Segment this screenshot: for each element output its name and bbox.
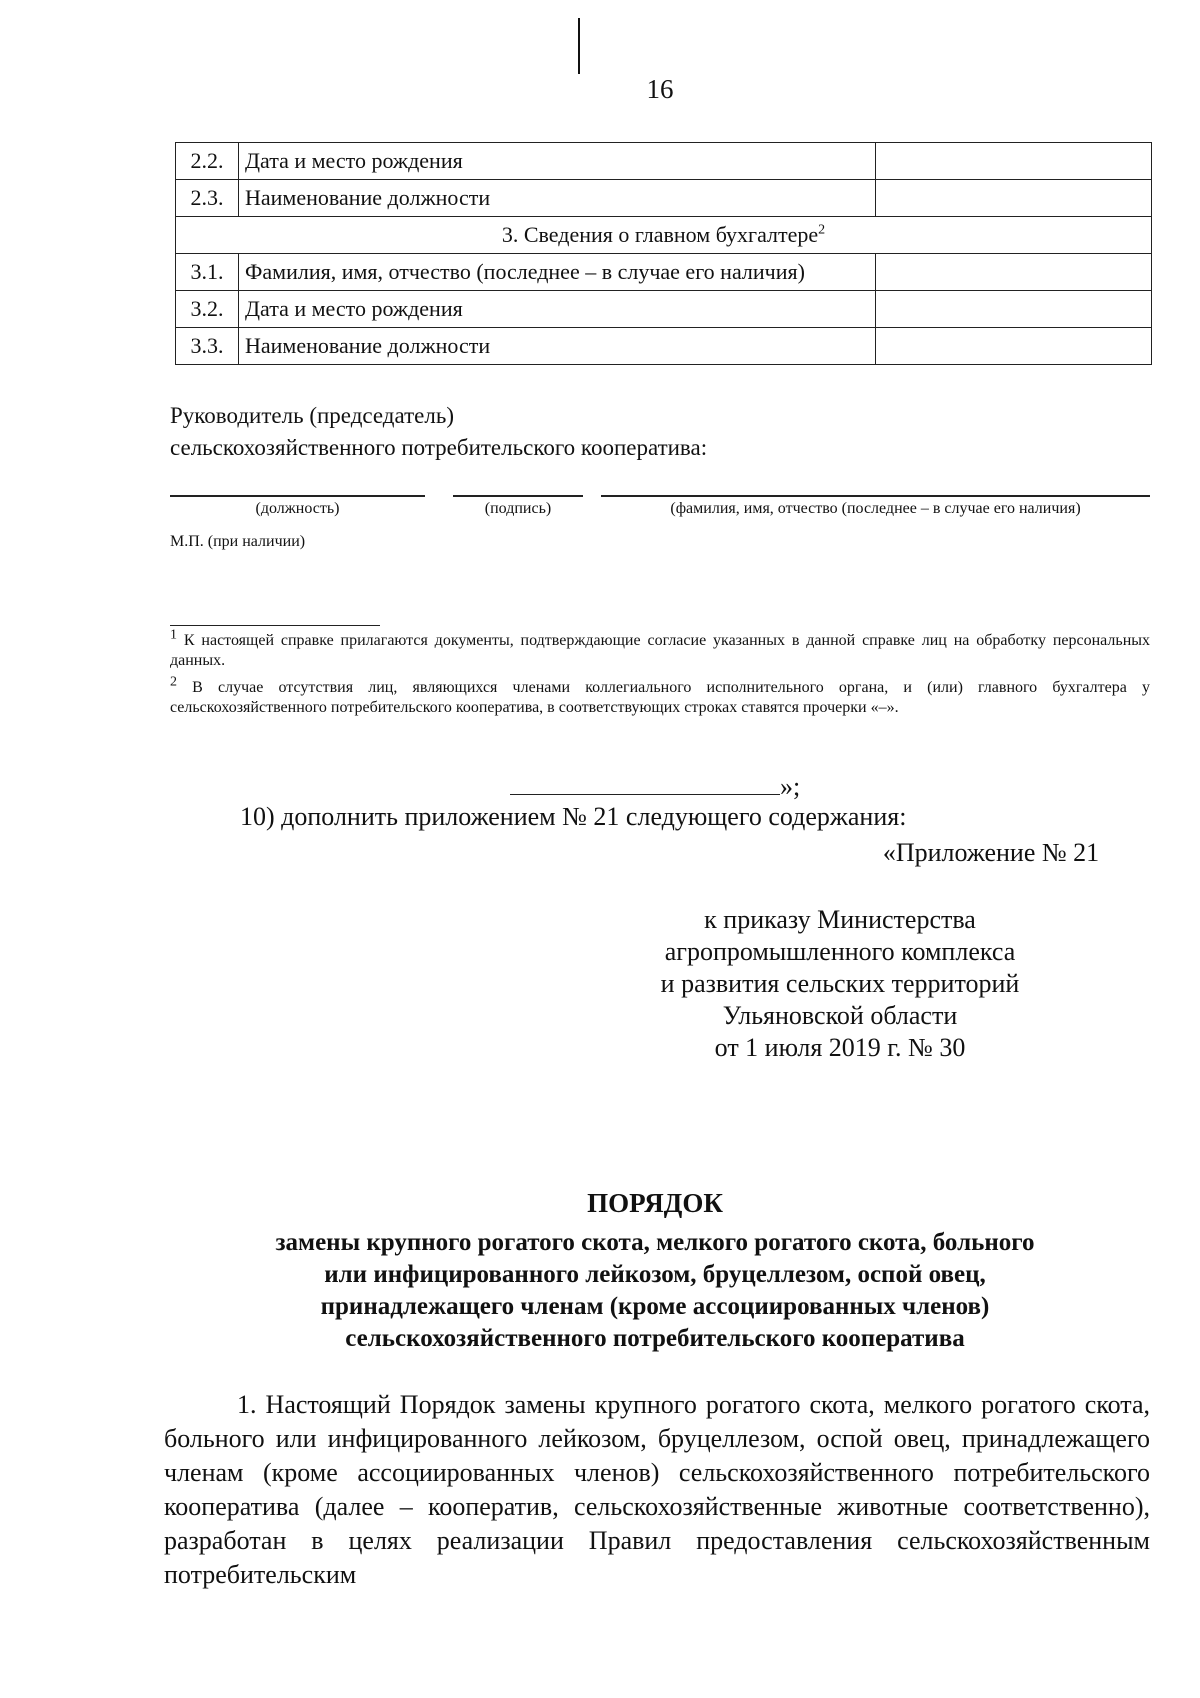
row-value <box>876 180 1152 217</box>
section-heading <box>176 217 1152 254</box>
appendix-line: агропромышленного комплекса <box>664 937 1016 966</box>
row-value <box>876 254 1152 291</box>
appendix-line: и развития сельских территорий <box>660 969 1020 998</box>
paragraph-1: 1. Настоящий Порядок замены крупного рогатого скота, мелкого рогатого скота, больного или инфицированного лейкозом, бруцеллезом, оспой овец, принадлежащего членам (кроме ассоциированных членов) сельскохозяйственного потребительского кооператива (далее – кооператив, сельскохозяйственные животные соответственно), разработан в целях реализации Правил предоставления сельскохозяйственным потребительским <box>164 1390 1150 1589</box>
footnote-ref: 2 <box>818 222 826 238</box>
footnote-2-text: В случае отсутствия лиц, являющихся членами коллегиального исполнительного органа, и (или) главного бухгалтера у сельскохозяйственного потребительского кооператива, в соответствующих строках ставятся прочерки «–». <box>170 679 1150 716</box>
signature-heading <box>170 400 707 464</box>
name-line <box>601 495 1150 497</box>
stamp-place: М.П. (при наличии) <box>170 533 306 550</box>
section-heading-text: 3. Сведения о главном бухгалтере <box>501 222 819 247</box>
signature-caption: (подпись) <box>484 500 552 517</box>
row-label: Фамилия, имя, отчество (последнее – в случае его наличия) <box>239 254 876 291</box>
document-subtitle <box>160 1227 1150 1355</box>
row-label: Дата и место рождения <box>239 143 876 180</box>
table-row <box>176 254 1152 291</box>
closing-mark <box>510 772 800 802</box>
appendix-line: от 1 июля 2019 г. № 30 <box>714 1033 966 1062</box>
footnote-1-mark: 1 <box>170 627 177 643</box>
subtitle-line: сельскохозяйственного потребительского кооператива <box>345 1325 965 1352</box>
row-value <box>876 328 1152 365</box>
document-title: ПОРЯДОК <box>587 1188 723 1218</box>
row-number: 2.3. <box>176 180 239 217</box>
subtitle-line: принадлежащего членам (кроме ассоциированных членов) <box>320 1293 990 1320</box>
appendix-line: к приказу Министерства <box>704 905 976 934</box>
footnote-2 <box>170 674 1150 718</box>
position-line <box>170 495 425 497</box>
footnote-1 <box>170 627 1150 671</box>
item-10: 10) дополнить приложением № 21 следующего содержания: <box>240 802 907 831</box>
signature-heading-line1: Руководитель (председатель) <box>170 403 454 428</box>
signature-heading-line2: сельскохозяйственного потребительского кооператива: <box>170 435 708 460</box>
name-caption: (фамилия, имя, отчество (последнее – в случае его наличия) <box>670 500 1081 517</box>
closing-quote: »; <box>780 772 801 801</box>
table-row <box>176 143 1152 180</box>
margin-line <box>578 18 580 74</box>
subtitle-line: или инфицированного лейкозом, бруцеллезом, оспой овец, <box>324 1261 986 1288</box>
row-number: 3.2. <box>176 291 239 328</box>
row-value <box>876 143 1152 180</box>
appendix-reference <box>0 904 1200 1064</box>
footnote-2-mark: 2 <box>170 674 177 690</box>
info-table <box>175 142 1152 365</box>
table-row <box>176 180 1152 217</box>
table-section-row <box>176 217 1152 254</box>
appendix-title: «Приложение № 21 <box>882 838 1100 867</box>
row-label: Наименование должности <box>239 180 876 217</box>
table-row <box>176 328 1152 365</box>
closing-blank-line <box>510 774 780 795</box>
row-number: 2.2. <box>176 143 239 180</box>
footnote-separator <box>170 625 380 626</box>
row-value <box>876 291 1152 328</box>
row-number: 3.1. <box>176 254 239 291</box>
signature-line <box>453 495 583 497</box>
row-label: Дата и место рождения <box>239 291 876 328</box>
table-row <box>176 291 1152 328</box>
appendix-line: Ульяновской области <box>722 1001 958 1030</box>
row-label: Наименование должности <box>239 328 876 365</box>
position-caption: (должность) <box>255 500 340 517</box>
subtitle-line: замены крупного рогатого скота, мелкого рогатого скота, больного <box>275 1229 1035 1256</box>
row-number: 3.3. <box>176 328 239 365</box>
footnote-1-text: К настоящей справке прилагаются документы, подтверждающие согласие указанных в данной справке лиц на обработку персональных данных. <box>170 632 1150 669</box>
page-number: 16 <box>646 74 674 104</box>
